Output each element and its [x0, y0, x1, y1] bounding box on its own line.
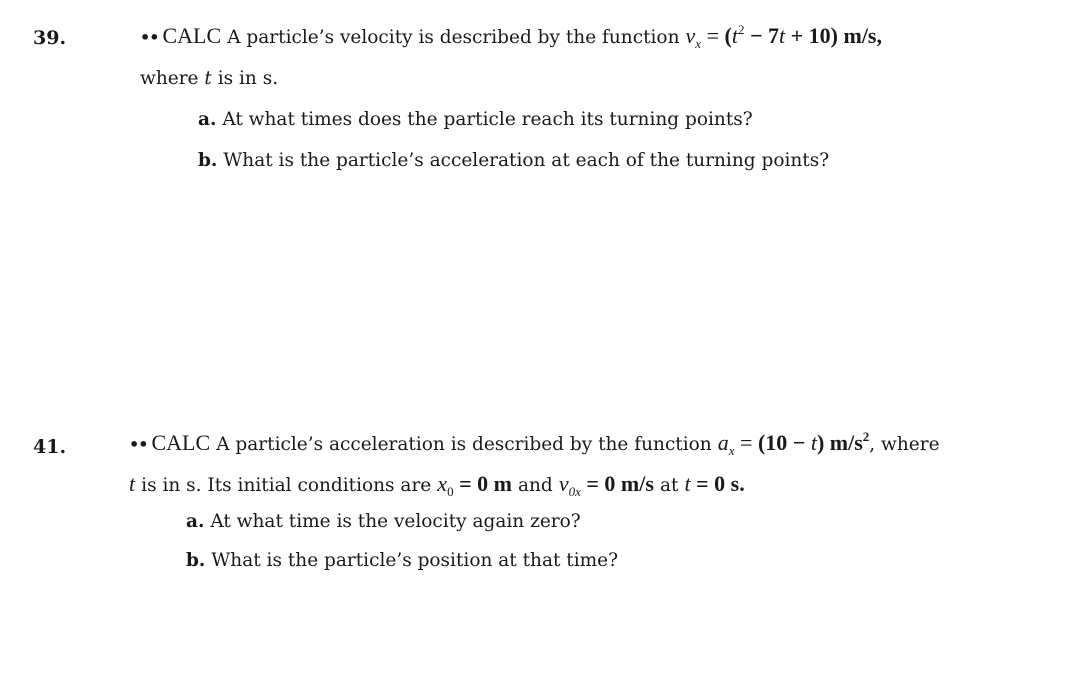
- difficulty-dots: ••: [140, 28, 159, 47]
- part-text: At what time is the velocity again zero?: [210, 511, 581, 532]
- problem-statement-line-2: t is in s. Its initial conditions are $x_0 = 0$ m and $v_{0x} = 0$ m/s at t = 0 s.: [129, 471, 745, 499]
- initial-position: $x_0 = 0$ m: [437, 471, 512, 499]
- part-label: b.: [198, 150, 218, 171]
- initial-time: t = 0 s.: [684, 471, 745, 496]
- part-text: At what times does the particle reach its turning points?: [222, 109, 753, 130]
- problem-statement-line-1: •• CALC A particle’s acceleration is described by the function $a_x = (10 - t)$ $m/s^2$, where: [129, 429, 940, 458]
- problem-number: 39.: [33, 27, 67, 49]
- part-b: [198, 152, 829, 171]
- calc-tag: CALC: [151, 430, 211, 455]
- calc-tag: CALC: [162, 23, 222, 48]
- part-text: What is the particle’s position at that time?: [211, 550, 619, 571]
- part-label: a.: [186, 511, 205, 532]
- intro-text: A particle’s acceleration is described by the function: [216, 434, 712, 455]
- intro-text: A particle’s velocity is described by the function: [227, 27, 680, 48]
- initial-velocity: $v_{0x} = 0$ m/s: [558, 471, 654, 499]
- problem-number: 41.: [33, 436, 67, 458]
- part-label: b.: [186, 550, 206, 571]
- part-text: What is the particle’s acceleration at each of the turning points?: [223, 150, 830, 171]
- part-b: [186, 552, 618, 571]
- difficulty-dots: ••: [129, 435, 148, 454]
- part-a: [186, 513, 581, 532]
- part-a: [198, 111, 753, 130]
- acceleration-equation: $a_x = (10 - t)$ $m/s^2$: [717, 429, 870, 458]
- part-label: a.: [198, 109, 217, 130]
- problem-statement-line-2: where t is in s.: [140, 68, 279, 89]
- problem-statement-line-1: [140, 22, 882, 51]
- velocity-equation: $v_x = (t^2 - 7t + 10)$ m/s,: [685, 22, 882, 51]
